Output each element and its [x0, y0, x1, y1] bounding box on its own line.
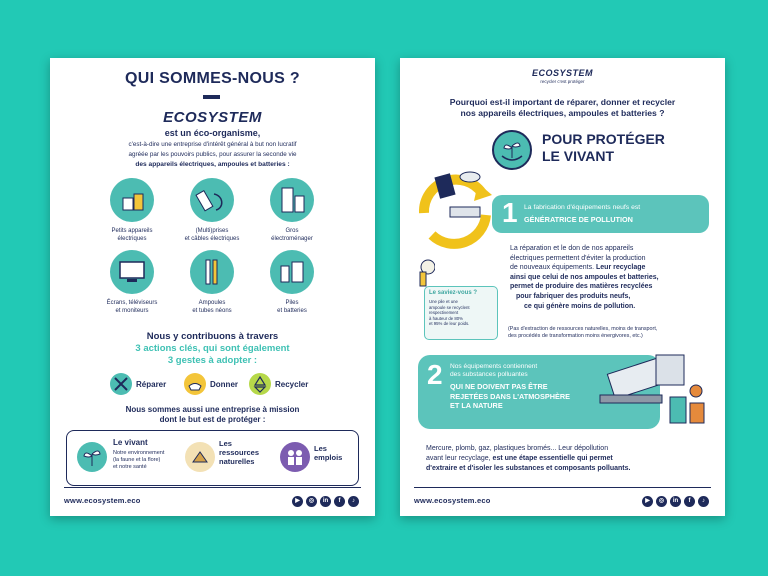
youtube-icon[interactable]: ▶	[292, 496, 303, 507]
category-label: Écrans, téléviseurs et moniteurs	[106, 300, 158, 314]
factory-illustration	[596, 343, 716, 433]
footer-divider	[64, 487, 361, 488]
tiktok-icon[interactable]: ♪	[348, 496, 359, 507]
gesture-recycle: Recycler	[275, 380, 309, 389]
did-you-know-title: Le saviez-vous ?	[429, 290, 478, 296]
people-icon	[280, 442, 310, 472]
gesture-donate: Donner	[210, 380, 238, 389]
instagram-icon[interactable]: ◎	[306, 496, 317, 507]
recycle-icon	[249, 373, 271, 395]
resources-icon	[185, 442, 215, 472]
section-heading: POUR PROTÉGER LE VIVANT	[542, 131, 665, 164]
linkedin-icon[interactable]: in	[670, 496, 681, 507]
question-line-2: nos appareils électriques, ampoules et batteries ?	[460, 108, 665, 118]
bulb-tube-icon	[190, 250, 234, 294]
ecosystem-logo: ECOSYSTEM	[163, 109, 262, 126]
title-underline	[203, 95, 220, 99]
power-strip-icon	[190, 178, 234, 222]
vivant-desc: Notre environnement (la faune et la flore) et notre santé	[113, 450, 165, 470]
protect-box	[66, 430, 359, 486]
facebook-icon[interactable]: f	[684, 496, 695, 507]
point-1-number: 1	[502, 197, 518, 228]
intro-line-2: agréée par les pouvoirs publics, pour assurer la seconde vie	[128, 151, 297, 158]
plant-icon	[77, 442, 107, 472]
intro-line-1: c'est-à-dire une entreprise d'intérêt général à but non lucratif	[128, 141, 297, 148]
facebook-icon[interactable]: f	[334, 496, 345, 507]
jobs-label: Les emplois	[314, 444, 343, 462]
small-appliances-icon	[110, 178, 154, 222]
vivant-title: Le vivant	[113, 438, 148, 447]
mission-line-2: dont le but est de protéger :	[159, 415, 266, 424]
intro-bold: est un éco-organisme,	[164, 128, 261, 138]
gesture-repair: Réparer	[136, 380, 167, 389]
category-label: Petits appareils électriques	[111, 228, 153, 242]
actions-line-1: Nous y contribuons à travers	[146, 331, 279, 342]
footer-url[interactable]: www.ecosystem.eco	[414, 496, 491, 505]
instagram-icon[interactable]: ◎	[656, 496, 667, 507]
actions-line-2: 3 actions clés, qui sont également	[135, 343, 290, 354]
youtube-icon[interactable]: ▶	[642, 496, 653, 507]
footer-divider	[414, 487, 711, 488]
screen-icon	[110, 250, 154, 294]
ecosystem-logo: ECOSYSTEM	[531, 68, 593, 78]
footer-url[interactable]: www.ecosystem.eco	[64, 496, 141, 505]
did-you-know-text: Une pile et une ampoule se recyclent respectivement à hauteur de 80% et 95% de leur poids.	[429, 299, 470, 327]
tagline: recycler c'est protéger	[540, 79, 585, 84]
bulb-battery-icon	[417, 258, 435, 284]
point-2-intro: Nos équipements contiennent des substances polluantes	[450, 363, 538, 379]
did-you-know-box	[424, 286, 498, 340]
linkedin-icon[interactable]: in	[320, 496, 331, 507]
intro-line-3: des appareils électriques, ampoules et batteries :	[135, 161, 290, 168]
resources-label: Les ressources naturelles	[219, 439, 260, 466]
question-line-1: Pourquoi est-il important de réparer, donner et recycler	[449, 97, 676, 107]
right-page	[400, 58, 725, 516]
point-1-line-1: La fabrication d'équipements neufs est	[524, 204, 641, 211]
category-label: Gros électroménager	[271, 228, 313, 242]
actions-line-3: 3 gestes à adopter :	[167, 355, 258, 366]
large-appliance-icon	[270, 178, 314, 222]
recycling-illustration	[412, 163, 500, 253]
point-1-line-2: GÉNÉRATRICE DE POLLUTION	[524, 215, 633, 224]
paragraph-2: Mercure, plomb, gaz, plastiques bromés... Leur dépollution avant leur recyclage, est une étape essentielle qui permet d'extraire et d'isoler les substances et composants polluants.	[426, 445, 631, 472]
repair-icon	[110, 373, 132, 395]
point-1-box	[492, 195, 709, 233]
point-2-emphasis: QUI NE DOIVENT PAS ÊTRE REJETÉES DANS L'ATMOSPHÈRE ET LA NATURE	[450, 382, 570, 410]
paragraph-1: La réparation et le don de nos appareils électriques permettent d'éviter la production de nouveaux équipements. Leur recyclage ainsi que celui de nos ampoules et batteries, permet de produire des matières recyclées pour fabriquer des produits neufs, ce qui génère moins de pollution.	[510, 245, 659, 310]
page-title: QUI SOMMES-NOUS ?	[125, 70, 300, 87]
category-label: Piles et batteries	[277, 300, 307, 314]
mission-line-1: Nous sommes aussi une entreprise à mission	[125, 405, 300, 414]
tiktok-icon[interactable]: ♪	[698, 496, 709, 507]
category-label: Ampoules et tubes néons	[192, 300, 232, 314]
category-label: (Multi)prises et câbles électriques	[184, 228, 240, 242]
battery-icon	[270, 250, 314, 294]
paragraph-1-note: (Pas d'extraction de ressources naturelles, moins de transport, des procédés de transformation moins énergivores, etc.)	[508, 326, 658, 339]
left-page	[50, 58, 375, 516]
donate-icon	[184, 373, 206, 395]
point-2-number: 2	[427, 359, 443, 390]
